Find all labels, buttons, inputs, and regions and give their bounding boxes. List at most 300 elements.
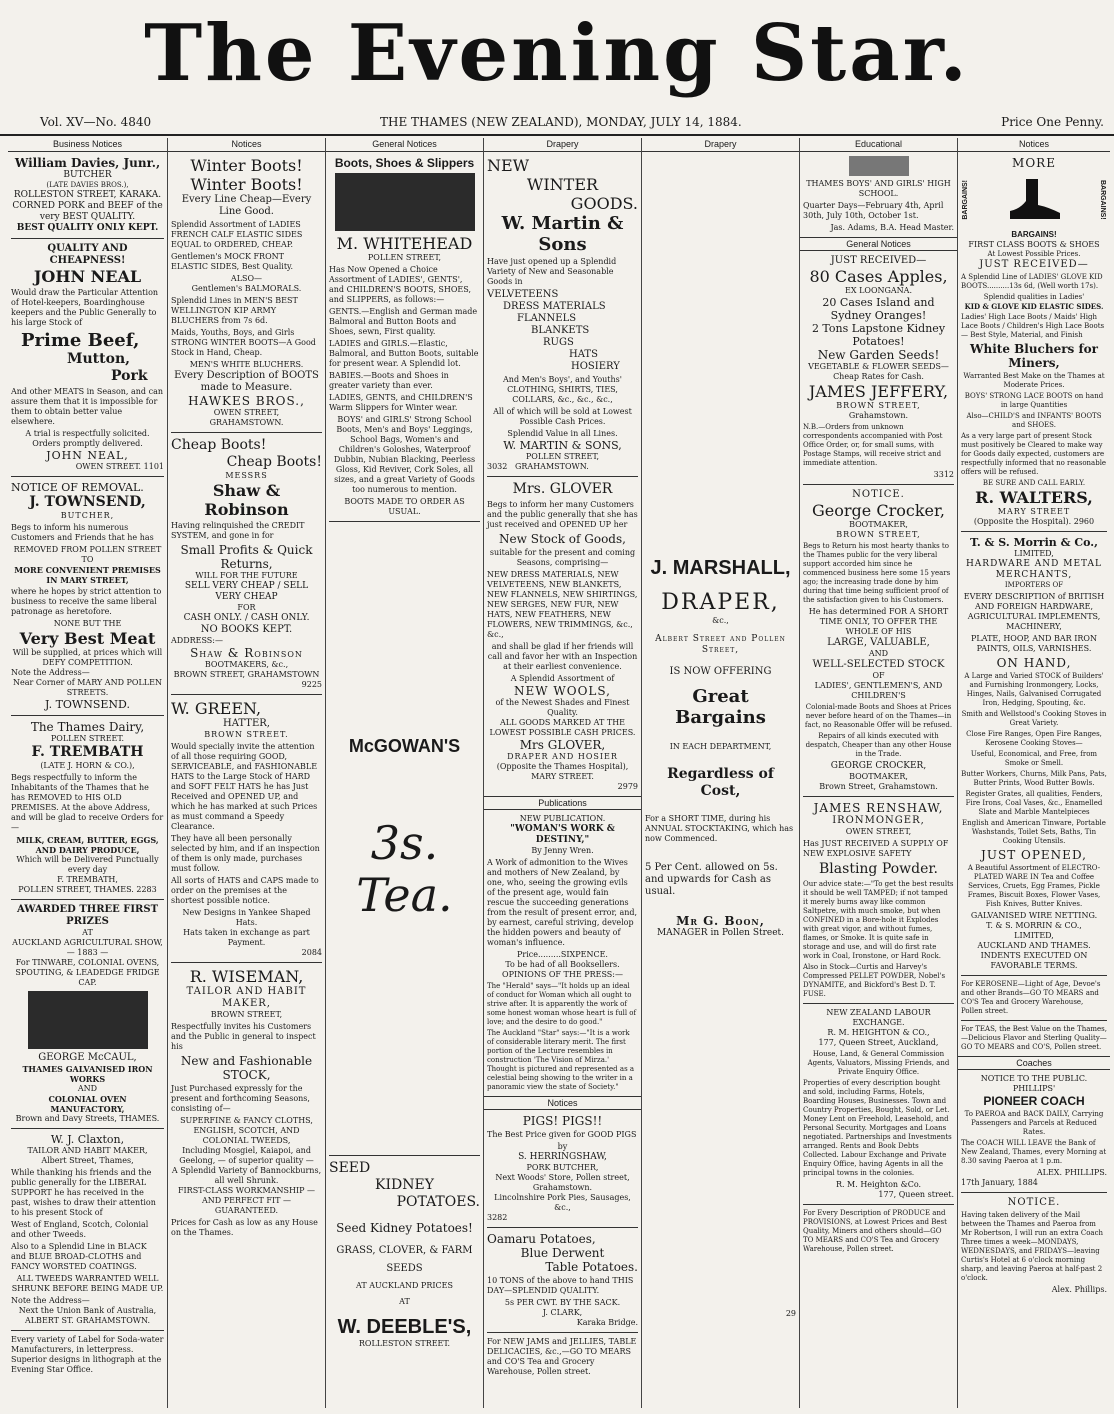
divider xyxy=(961,1020,1107,1021)
advert-text: GRAHAMSTOWN. xyxy=(209,418,284,427)
advert-signature: Alex. Phillips. xyxy=(1051,1285,1107,1294)
advert-text: The "Herald" says—"It holds up an ideal of conduct for Woman which all ought to strive after. It is apparently the work of some honest woman whose heart is full of love; and the desire to do good." xyxy=(487,982,637,1026)
advert-text: Every Line Cheap—Every Line Good. xyxy=(181,194,312,217)
section-header: Drapery xyxy=(642,138,799,152)
advert-text: MARY STREET xyxy=(997,507,1071,516)
advert-text: GRAHAMSTOWN. xyxy=(515,462,589,471)
advert-title: Blue Derwent xyxy=(520,1246,605,1260)
advert-text: POLLEN STREET, xyxy=(367,253,442,262)
advert-text: They have all been personally selected by him, and if an inspection of them is only made, purchases must follow. xyxy=(171,834,320,873)
advert-text: R. M. HEIGHTON & CO., xyxy=(827,1028,930,1037)
column-notices-right xyxy=(958,138,1110,1408)
advert-text: For Every Description of PRODUCE and PROVISIONS, at Lowest Prices and Best Quality, Miners and others should—GO TO MEARS and CO'S Tea and Grocery Warehouse, Pollen street. xyxy=(803,1209,947,1253)
advert-text: (Opposite the Thames Hospital), xyxy=(496,762,629,771)
advert-text: Has Now Opened a Choice Assortment of LADIES', GENTS', and CHILDREN'S BOOTS, SHOES, and SLIPPERS, as follows:— xyxy=(329,265,472,304)
advert-text: Begs respectfully to inform the Inhabitants of the Thames that he has REMOVED to HIS OLD PREMISES. At the above Address, and will be glad to receive Orders for— xyxy=(11,773,164,832)
advert-text: West of England, Scotch, Colonial and other Tweeds. xyxy=(11,1220,149,1239)
advert-text: Note the Address— xyxy=(11,1296,90,1305)
advert-signature: Shaw & Robinson xyxy=(190,646,303,660)
advert-signature: J. TOWNSEND. xyxy=(45,698,130,711)
divider xyxy=(11,715,164,716)
advert-text: MILK, CREAM, BUTTER, EGGS, AND DAIRY PRODUCE, xyxy=(16,835,159,855)
advert-text: AUCKLAND AND THAMES. xyxy=(977,941,1091,950)
advert-text: BROWN STREET. xyxy=(204,730,289,739)
advert-text: Every Description of BOOTS made to Measure. xyxy=(174,370,319,393)
advert-text: Properties of every description bought and sold, including Farms, Hotels, Boarding Houses, Businesses. Town and Country Properties, Bought, Sold, or Let. Money Lent on Freehold, Leasehold, and Personal Security. Mortgages and Loans negotiated. Partnerships and Investments arranged. Rents and Book Debts Collected. Labour Exchange and Private Enquiry Office, having Agents in all the principal towns in the colonies. xyxy=(803,1079,952,1177)
advert-text: 17th January, 1884 xyxy=(961,1178,1038,1187)
advert-title: COLONIAL OVEN MANUFACTORY, xyxy=(48,1094,127,1114)
advert-title: ON HAND, xyxy=(996,656,1072,670)
advert-title: JUST RECEIVED— xyxy=(979,259,1089,270)
advert-text: English and American Tinware, Portable Washstands, Toilet Sets, Baths, Tin Cooking Utensils. xyxy=(962,819,1106,845)
divider xyxy=(171,432,322,433)
advert-number: 2960 xyxy=(1073,517,1095,526)
advert-signature: Mr G. Boon, xyxy=(676,914,765,928)
advert-text: (Opposite the Hospital). xyxy=(973,517,1072,526)
advert-text: And other MEATS in Season, and can assure them that it is impossible for them to obtain better value elsewhere. xyxy=(11,387,163,426)
advert-title: JOHN NEAL xyxy=(33,267,142,286)
advert-text: Price.........SIXPENCE. xyxy=(517,950,608,959)
advert-text: All sorts of HATS and CAPS made to order on the premises at the shortest possible notice. xyxy=(171,876,319,905)
advert-signature: JOHN NEAL, xyxy=(46,449,129,462)
advert-title: 80 Cases Apples, xyxy=(809,267,948,286)
advert-text: OF xyxy=(872,671,885,680)
advert-text: BOOTS MADE TO ORDER AS USUAL. xyxy=(344,497,465,516)
advert-text: A Splendid Variety of Bannockburns, all well Shrunk. xyxy=(171,1166,322,1185)
divider xyxy=(11,476,164,477)
advert-text: NONE BUT THE xyxy=(53,619,122,628)
advert-text: Brown and Davy Streets, THAMES. xyxy=(15,1114,160,1123)
advert-title: "WOMAN'S WORK & DESTINY," xyxy=(510,824,615,845)
advert-text: 5 Per Cent. allowed on 5s. and upwards for Cash as usual. xyxy=(645,862,778,897)
advert-text: Splendid Lines in MEN'S BEST WELLINGTON KIP ARMY BLUCHERS from 7s 6d. xyxy=(171,296,298,325)
advert-text: OWEN STREET. xyxy=(75,462,142,471)
advert-text: BABIES.—Boots and Shoes in greater variety than ever. xyxy=(329,371,449,390)
divider xyxy=(803,484,954,485)
section-header: General Notices xyxy=(326,138,483,152)
advert-text: MESSRS xyxy=(225,471,268,480)
price: Price One Penny. xyxy=(1001,115,1104,129)
advert-text: Prices for Cash as low as any House on the Thames. xyxy=(171,1218,318,1237)
advert-text: Which will be Delivered Punctually every day xyxy=(16,855,159,874)
advert-text: Register Grates, all qualities, Fenders, Fire Irons, Coal Vases, &c., Enamelled Slate and Marble Mantelpieces xyxy=(965,790,1103,816)
advert-text: Having relinquished the CREDIT SYSTEM, and gone in for xyxy=(171,521,305,540)
advert-signature: Jas. Adams, B.A. Head Master. xyxy=(830,223,954,232)
advert-title: Boots, Shoes & Slippers xyxy=(334,156,475,170)
advert-title: George Crocker, xyxy=(812,501,945,520)
advert-title: PIGS! PIGS!! xyxy=(522,1114,603,1128)
column-notices xyxy=(168,138,326,1408)
advert-text: At Lowest Possible Prices. xyxy=(987,250,1081,258)
advert-title: Regardless of Cost, xyxy=(667,766,774,799)
advert-text: and shall be glad if her friends will call and favor her with an Inspection at their earliest convenience. xyxy=(487,642,638,671)
divider xyxy=(171,962,322,963)
advert-text: Our advice state:—"To get the best results it should be well TAMPED; if not tamped it merely burns away like common Saltpetre, with much smoke, but when CONFINED in a Bore-hole it Explodes with great vigor, and without fumes, flames, or Smoke. It is quite safe in storage and use, and will do first rate work in Coal, Ironstone, or Hard Rock. xyxy=(803,880,954,960)
advert-title: Very Best Meat xyxy=(19,629,156,648)
advert-text: House, Land, & General Commission Agents, Valuators, Missing Friends, and Private Enquiry Office. xyxy=(807,1050,950,1076)
advert-text: 177, Queen Street, Auckland, xyxy=(818,1038,939,1047)
advert-title: White Bluchers for Miners, xyxy=(970,342,1098,370)
advert-title: Shaw & Robinson xyxy=(204,481,289,519)
advert-number: 3312 xyxy=(933,470,954,479)
advert-text: INDENTS EXECUTED ON FAVORABLE TERMS. xyxy=(980,951,1088,970)
advert-text: AND xyxy=(868,649,889,658)
advert-text: Splendid Assortment of LADIES FRENCH CALF ELASTIC SIDES EQUAL to ORDERED, CHEAP. xyxy=(171,220,303,249)
list-item: VELVETEENS xyxy=(487,289,559,300)
advert-title: SEED xyxy=(329,1160,371,1176)
advert-text: CORNED PORK and BEEF of the very BEST QUALITY. xyxy=(12,201,163,222)
advert-text: IN EACH DEPARTMENT, xyxy=(669,742,772,751)
advert-title: JUST OPENED, xyxy=(981,848,1087,862)
advert-title: KIDNEY xyxy=(375,1177,434,1193)
advert-title: Winter Boots! xyxy=(190,156,303,175)
advert-text: MORE CONVENIENT PREMISES IN MARY STREET, xyxy=(14,565,161,585)
list-item: HOSIERY xyxy=(571,361,620,372)
advert-text: ALBERT ST. GRAHAMSTOWN. xyxy=(24,1316,151,1325)
advert-text: Useful, Economical, and Free, from Smoke or Smell. xyxy=(970,750,1098,767)
advert-text: AUCKLAND AGRICULTURAL SHOW, — 1883 — xyxy=(12,938,163,957)
advert-signature: Mrs GLOVER, xyxy=(519,738,606,752)
advert-text: Albert Street, Thames, xyxy=(41,1156,134,1165)
column-business-notices xyxy=(8,138,168,1408)
advert-text: ADDRESS:— xyxy=(171,636,223,645)
advert-title: Small Profits & Quick Returns, xyxy=(180,543,313,571)
advert-text: LARGE, VALUABLE, xyxy=(827,637,930,648)
advert-text: AT xyxy=(82,928,93,937)
advert-title: The Thames Dairy, xyxy=(30,720,145,734)
advert-text: BOYS' and GIRLS' Strong School Boots, Men's and Boys' Leggings, School Bags, Women's and Children's Goloshes, Waterproof Dubbin, Nubian Blacking, Peerless Gloss, Kid Reviver, Cork Soles, all sizes, and a great Variety of Goods too numerous to mention. xyxy=(333,415,476,494)
advert-title: THAMES BOYS' AND GIRLS' HIGH SCHOOL. xyxy=(806,179,951,198)
advert-title: New Garden Seeds! xyxy=(817,348,940,362)
advert-title: Cheap Boots! xyxy=(226,454,322,470)
advert-text: Lincolnshire Pork Pies, Sausages, &c., xyxy=(494,1193,631,1212)
advert-text: ALSO— xyxy=(230,274,263,283)
advert-text: For a SHORT TIME, during his ANNUAL STOCKTAKING, which has now Commenced. xyxy=(645,814,794,843)
advert-text: Begs to inform her many Customers and the public generally that she has just received and OPENED UP her xyxy=(487,500,638,529)
section-header: Publications xyxy=(484,796,641,810)
advert-title: Table Potatoes. xyxy=(545,1260,638,1274)
advert-text: PLATE, HOOP, AND BAR IRON PAINTS, OILS, VARNISHES. xyxy=(971,634,1097,653)
section-header: Educational xyxy=(800,138,957,152)
advert-text: TAILOR AND HABIT MAKER, xyxy=(186,986,307,1009)
advert-text: of the Newest Shades and Finest Quality. xyxy=(495,698,630,717)
advert-text: BUTCHER, xyxy=(60,511,115,520)
school-crest-illustration xyxy=(849,156,909,176)
advert-title: NOTICE. xyxy=(1007,1197,1061,1208)
advert-text: BEST QUALITY ONLY KEPT. xyxy=(16,223,159,233)
advert-text: (LATE DAVIES BROS.), xyxy=(46,181,129,189)
advert-title: Oamaru Potatoes, xyxy=(487,1232,596,1246)
advert-text: Gentlemen's MOCK FRONT ELASTIC SIDES, Best Quality. xyxy=(171,252,294,271)
advert-number: 9225 xyxy=(301,680,322,689)
advert-text: Respectfully invites his Customers and the Public in general to inspect his xyxy=(171,1022,316,1051)
masthead xyxy=(0,0,1114,108)
advert-title: NOTICE. xyxy=(852,489,905,500)
advert-text: Albert Street and Pollen Street, xyxy=(655,634,786,655)
advert-signature: F. TREMBATH, xyxy=(57,875,118,884)
advert-text: FOR xyxy=(237,603,256,612)
advert-number: 3282 xyxy=(487,1213,508,1222)
advert-title: WINTER xyxy=(526,175,599,194)
divider xyxy=(11,899,164,900)
advert-text: POLLEN STREET, xyxy=(525,452,600,461)
advert-text: BOOTMAKER, xyxy=(849,520,908,529)
advert-text: Just Purchased expressly for the present and forthcoming Seasons, consisting of— xyxy=(171,1084,310,1113)
advert-title: F. TREMBATH xyxy=(31,744,144,760)
advert-title: R. WISEMAN, xyxy=(189,967,304,986)
advert-text: MANAGER in Pollen Street. xyxy=(656,928,785,938)
advert-text: The Auckland "Star" says:—"It is a work of considerable literary merit. The first portion of the Lecture resembles in construction 'The Vision of Mirza.' Thought is pictured and represented as a celestial being showing to the writer in a panoramic view the state of Society." xyxy=(487,1029,635,1091)
advert-title: W. J. Claxton, xyxy=(50,1133,125,1146)
advert-text: Splendid qualities in Ladies' xyxy=(983,293,1085,301)
advert-text: Also—CHILD'S and INFANTS' BOOTS and SHOES. xyxy=(966,412,1102,429)
advert-text: For TINWARE, COLONIAL OVENS, SPOUTING, & LEADEDGE FRIDGE CAP. xyxy=(15,958,160,987)
advert-text: N.B.—Orders from unknown correspondents accompanied with Post Office Order, or, for small sums, with Postage Stamps, will receive strict and immediate attention. xyxy=(803,423,943,467)
advert-title: William Davies, Junr., xyxy=(14,156,161,170)
advert-title: Mutton, xyxy=(67,351,130,367)
list-item: RUGS xyxy=(543,337,574,348)
advert-text: Gentlemen's BALMORALS. xyxy=(191,284,302,293)
boot-icon xyxy=(1004,177,1064,223)
advert-number: 3032 xyxy=(487,462,508,471)
advert-title: 20 Cases Island and Sydney Oranges! xyxy=(822,296,935,322)
advert-text: A Large and Varied STOCK of Builders' and Furnishing Ironmongery, Locks, Hinges, Nails, Galvanised Corrugated Iron, Hedging, Spouting, &c. xyxy=(964,672,1104,707)
advert-title: 2 Tons Lapstone Kidney Potatoes! xyxy=(811,322,946,348)
advert-title: GOODS. xyxy=(570,194,638,213)
advert-text: Repairs of all kinds executed with despatch, Cheaper than any other House in the Trade. xyxy=(805,732,952,758)
advert-title: Blasting Powder. xyxy=(819,861,938,877)
advert-text: Ladies' High Lace Boots / Maids' High Lace Boots / Children's High Lace Boots — Best Style, Material, and Finish xyxy=(961,313,1105,339)
advert-text: suitable for the present and coming Seasons, comprising— xyxy=(489,548,636,567)
advert-text: Every variety of Label for Soda-water Manufacturers, in letterpress. Superior designs in lithograph at the Evening Star Office. xyxy=(11,1335,164,1374)
column-educational xyxy=(800,138,958,1408)
advert-text: PHILLIPS' xyxy=(1012,1084,1056,1093)
divider xyxy=(171,694,322,695)
advert-title: Prime Beef, xyxy=(21,330,140,351)
section-header: Notices xyxy=(168,138,325,152)
list-item: BLANKETS xyxy=(531,325,590,336)
advert-text: IMPORTERS OF xyxy=(1004,581,1064,589)
advert-text: LIMITED, xyxy=(1014,931,1054,940)
advert-text: POLLEN STREET, THAMES. xyxy=(18,885,134,894)
divider xyxy=(11,1330,164,1331)
advert-text: Note the Address— xyxy=(11,668,90,677)
column-drapery xyxy=(484,138,642,1408)
advert-title: JAMES RENSHAW, xyxy=(813,801,944,815)
advert-text: Butter Workers, Churns, Milk Pans, Pats, Butter Prints, Wood Butter Bowls. xyxy=(961,770,1107,787)
advert-text: GALVANISED WIRE NETTING. xyxy=(970,911,1098,920)
advert-number: 2979 xyxy=(617,782,638,791)
advert-title: New and Fashionable STOCK, xyxy=(180,1054,313,1082)
advert-text: Smith and Wellstood's Cooking Stoves in Great Variety. xyxy=(961,710,1107,727)
advert-text: AT AUCKLAND PRICES xyxy=(356,1281,453,1290)
advert-text: (LATE J. HORN & CO.), xyxy=(40,761,135,770)
advert-text: KID & GLOVE KID ELASTIC SIDES. xyxy=(964,302,1104,311)
advert-title: Seed Kidney Potatoes! xyxy=(336,1221,473,1235)
advert-text: Next the Union Bank of Australia, xyxy=(18,1306,157,1315)
advert-text: Have just opened up a Splendid Variety of New and Seasonable Goods in xyxy=(487,257,617,286)
advert-text: GENTS.—English and German made Balmoral and Button Boots and Shoes, sewn, First quality. xyxy=(329,307,478,336)
advert-text: TAILOR AND HABIT MAKER, xyxy=(27,1146,148,1155)
divider xyxy=(487,1227,638,1228)
divider xyxy=(11,1128,164,1129)
advert-text: For TEAS, the Best Value on the Thames,—Delicious Flavor and Sterling Quality—GO TO MEARS and CO'S, Pollen street. xyxy=(961,1025,1107,1051)
advert-text: PORK BUTCHER, xyxy=(526,1163,599,1172)
advert-text: NOTICE TO THE PUBLIC. xyxy=(980,1074,1088,1083)
advert-text: Karaka Bridge. xyxy=(576,1318,638,1327)
divider xyxy=(961,1192,1107,1193)
advert-signature: S. HERRINGSHAW, xyxy=(518,1152,607,1162)
advert-text: BOYS' STRONG LACE BOOTS on hand in large Quantities xyxy=(964,392,1104,409)
dateline xyxy=(0,112,1114,136)
advert-text: BROWN STREET, GRAHAMSTOWN xyxy=(173,670,320,679)
list-item: FLANNELS xyxy=(517,313,577,324)
divider xyxy=(487,476,638,477)
advert-text: BOOTMAKERS, &c., xyxy=(204,660,289,669)
advert-text: Warranted Best Make on the Thames at Moderate Prices. xyxy=(963,372,1105,389)
advert-text: Begs to Return his most hearty thanks to the Thames public for the very liberal support accorded him since he commenced business here some 15 years ago; the increasing trade done by him during that time being sufficient proof of the satisfaction given to his Customers. xyxy=(803,542,951,604)
advert-text: REMOVED FROM POLLEN STREET xyxy=(13,545,162,554)
advert-text: Having taken delivery of the Mail between the Thames and Paeroa from Mr Robertson, I will run an extra Coach Three times a week—MONDAYS, WEDNESDAYS, and FRIDAYS—leaving Curtis's Hotel at 6 o'clock morning sharp, and leaving Paeroa at half-past 2 o'clock. xyxy=(961,1211,1104,1282)
advert-title: NOTICE OF REMOVAL. xyxy=(11,481,144,494)
advert-signature: J. CLARK, xyxy=(542,1308,583,1317)
advert-text: Quarter Days—February 4th, April 30th, July 10th, October 1st. xyxy=(803,201,944,220)
advert-text: 177, Queen street. xyxy=(878,1190,954,1199)
advert-text: WELL-SELECTED STOCK xyxy=(812,659,945,670)
section-header: Notices xyxy=(958,138,1110,152)
advert-text: For KEROSENE—Light of Age, Devoe's and other Brands—GO TO MEARS and CO'S Tea and Grocery Warehouse, Pollen street. xyxy=(961,980,1101,1015)
divider xyxy=(803,796,954,797)
colonial-oven-illustration xyxy=(28,991,148,1049)
advert-text: A Splendid Assortment of xyxy=(510,674,615,683)
advert-text: BE SURE AND CALL EARLY. xyxy=(982,479,1086,487)
advert-text: NEW DRESS MATERIALS, NEW VELVETEENS, NEW BLANKETS, NEW FLANNELS, NEW SHIRTINGS, NEW SERGES, NEW FUR, NEW HATS, NEW FEATHERS, NEW FLOWERS, NEW TRIMMINGS, &c., &c., xyxy=(487,570,638,639)
advert-text: And Men's Boys', and Youths' CLOTHING, SHIRTS, TIES, COLLARS, &c., &c., &c., xyxy=(503,375,622,404)
advert-text: NO BOOKS KEPT. xyxy=(200,624,293,635)
advert-text: WILL FOR THE FUTURE xyxy=(195,571,298,580)
advert-text: LADIES, GENTS, and CHILDREN'S Warm Slippers for Winter wear. xyxy=(329,393,473,412)
advert-text: Also in Stock—Curtis and Harvey's Compressed PELLET POWDER, Nobel's DYNAMITE, and Bickford's Best D. T. FUSE. xyxy=(803,963,946,998)
advert-text: EVERY DESCRIPTION of BRITISH AND FOREIGN HARDWARE, AGRICULTURAL IMPLEMENTS, MACHINERY, xyxy=(963,592,1105,631)
advert-signature: HAWKES BROS., xyxy=(188,394,305,408)
advert-signature: JAMES JEFFERY, xyxy=(808,382,949,401)
advert-text: &c., xyxy=(712,616,729,625)
advert-signature: R. WALTERS, xyxy=(975,488,1093,507)
advert-title: NEW WOOLS, xyxy=(514,684,611,698)
advert-text: DRAPER AND HOSIER xyxy=(507,752,618,761)
advert-text: A trial is respectfully solicited. xyxy=(25,429,150,438)
advert-title: HARDWARE AND METAL MERCHANTS, xyxy=(965,559,1103,580)
advert-text: Splendid Value in all Lines. xyxy=(507,429,618,438)
divider xyxy=(487,1332,638,1333)
advert-title: QUALITY AND CHEAPNESS! xyxy=(47,243,128,266)
advert-text: By Jenny Wren. xyxy=(531,846,594,855)
advert-text: Would specially invite the attention of all those requiring GOOD, SERVICEABLE, and FASHIONABLE HATS to the Large Stock of HARD and SOFT FELT HATS he has Just Received and OPENED UP, and which he has marked at such Prices as must command a Speedy Clearance. xyxy=(171,742,318,831)
advert-text: ALL GOODS MARKED AT THE LOWEST POSSIBLE CASH PRICES. xyxy=(489,718,636,737)
divider xyxy=(329,1155,480,1156)
advert-title: McGOWAN'S xyxy=(348,736,461,756)
advert-text: Colonial-made Boots and Shoes at Prices never before heard of on the Thames—in fact, no Reasonable Offer will be refused. xyxy=(804,703,953,729)
advert-text: FIRST CLASS BOOTS & SHOES xyxy=(968,240,1100,249)
advert-title: M. WHITEHEAD xyxy=(336,234,473,253)
advert-title: Mrs. GLOVER xyxy=(512,481,613,497)
advert-text: TO xyxy=(81,555,94,564)
advert-text: LIMITED, xyxy=(1014,549,1054,558)
advert-text: SELL VERY CHEAP / SELL VERY CHEAP xyxy=(184,581,309,602)
section-header: Coaches xyxy=(958,1056,1110,1070)
list-item: HATS xyxy=(569,349,598,360)
volume-number: Vol. XV—No. 4840 xyxy=(40,115,152,129)
columns xyxy=(8,138,1110,1408)
advert-text: To be had of all Booksellers. xyxy=(505,960,620,969)
divider xyxy=(803,1003,954,1004)
advert-title: W. DEEBLE'S, xyxy=(337,1316,472,1338)
advert-title: Winter Boots! xyxy=(190,175,303,194)
advert-text: BROWN STREET, xyxy=(836,401,921,410)
advert-text: Maids, Youths, Boys, and Girls STRONG WINTER BOOTS—A Good Stock in Hand, Cheap. xyxy=(171,328,316,357)
advert-title: THAMES GALVANISED IRON WORKS xyxy=(22,1064,153,1084)
advert-text: Grahamstown. xyxy=(848,411,909,420)
advert-text: Brown Street, Grahamstown. xyxy=(819,782,938,791)
advert-title: New Stock of Goods, xyxy=(499,532,626,546)
advert-title: J. MARSHALL, xyxy=(650,557,791,579)
advert-text: BROWN STREET, xyxy=(836,530,921,539)
advert-text: OWEN STREET, xyxy=(845,827,912,836)
advert-text: HATTER, xyxy=(223,718,270,729)
advert-title: POTATOES. xyxy=(396,1194,480,1210)
advert-text: ROLLESTON STREET, KARAKA. xyxy=(13,190,162,200)
advert-text: Will be supplied, at prices which will DEFY COMPETITION. xyxy=(12,648,163,667)
advert-text: IRONMONGER, xyxy=(832,815,925,826)
advert-text: Hats taken in exchange as part Payment. xyxy=(183,928,310,947)
advert-text: MEN'S WHITE BLUCHERS. xyxy=(189,360,304,369)
section-header: General Notices xyxy=(800,237,957,251)
advert-text: Including Mosgiel, Kaiapoi, and Geelong, — of superior quality — xyxy=(179,1146,314,1165)
advert-title: PIONEER COACH xyxy=(983,1094,1085,1108)
advert-text: All of which will be sold at Lowest Possible Cash Prices. xyxy=(493,407,632,426)
advert-title: NEW ZEALAND LABOUR EXCHANGE. xyxy=(826,1008,931,1027)
advert-title: J. TOWNSEND, xyxy=(29,494,146,510)
advert-title: 3s. Tea. xyxy=(356,816,453,922)
advert-title: MORE xyxy=(1012,156,1056,170)
advert-title: W. Martin & Sons xyxy=(501,213,624,255)
advert-text: SEEDS xyxy=(386,1263,423,1274)
advert-text: BARGAINS! xyxy=(1099,180,1106,220)
advert-title: DRAPER, xyxy=(661,590,780,615)
advert-text: The Best Price given for GOOD PIGS xyxy=(487,1130,637,1139)
advert-text: VEGETABLE & FLOWER SEEDS—Cheap Rates for Cash. xyxy=(808,362,949,381)
advert-text: where he hopes by strict attention to business to receive the same liberal patronage as heretofore. xyxy=(11,587,162,616)
advert-text: New Designs in Yankee Shaped Hats. xyxy=(182,908,311,927)
advert-text: Also to a Splendid Line in BLACK and BLUE BROAD-CLOTHS and FANCY WORSTED COATINGS. xyxy=(11,1242,147,1271)
advert-text: BUTCHER xyxy=(63,170,112,180)
advert-text: BOOTMAKER, xyxy=(849,772,908,781)
advert-text: Close Fire Ranges, Open Fire Ranges, Kerosene Cooking Stoves— xyxy=(966,730,1102,747)
advert-text: A Work of admonition to the Wives and mothers of New Zealand, by one, who, seeing the growing evils of the present age, would fain rescue the succeeding generations from the result of present error, and, by earnest, careful striving, develop the hidden powers and beauty of woman's influence. xyxy=(487,858,638,947)
advert-text: SUPERFINE & FANCY CLOTHS, ENGLISH, SCOTCH, AND COLONIAL TWEEDS, xyxy=(180,1116,313,1145)
advert-text: As a very large part of present Stock must positively be Cleared to make way for Goods daily expected, customers are respectfully informed that no reasonable offers will be refused. xyxy=(961,432,1107,476)
advert-text: FIRST-CLASS WORKMANSHIP — AND PERFECT FIT — GUARANTEED. xyxy=(177,1186,316,1215)
column-general-notices xyxy=(326,138,484,1408)
advert-text: BROWN STREET, xyxy=(210,1010,283,1019)
advert-text: GRASS, CLOVER, & FARM xyxy=(336,1245,473,1256)
advert-text: The COACH WILL LEAVE the Bank of New Zealand, Thames, every Morning at 8.30 saving Paeroa at 1 p.m. xyxy=(961,1139,1107,1165)
advert-text: IS NOW OFFERING xyxy=(669,666,772,677)
advert-signature: R. M. Heighton &Co. xyxy=(835,1180,922,1189)
advert-text: Orders promptly delivered. xyxy=(32,439,143,448)
advert-text: EX LOONGANA. xyxy=(845,286,912,295)
section-header: Notices xyxy=(484,1096,641,1110)
